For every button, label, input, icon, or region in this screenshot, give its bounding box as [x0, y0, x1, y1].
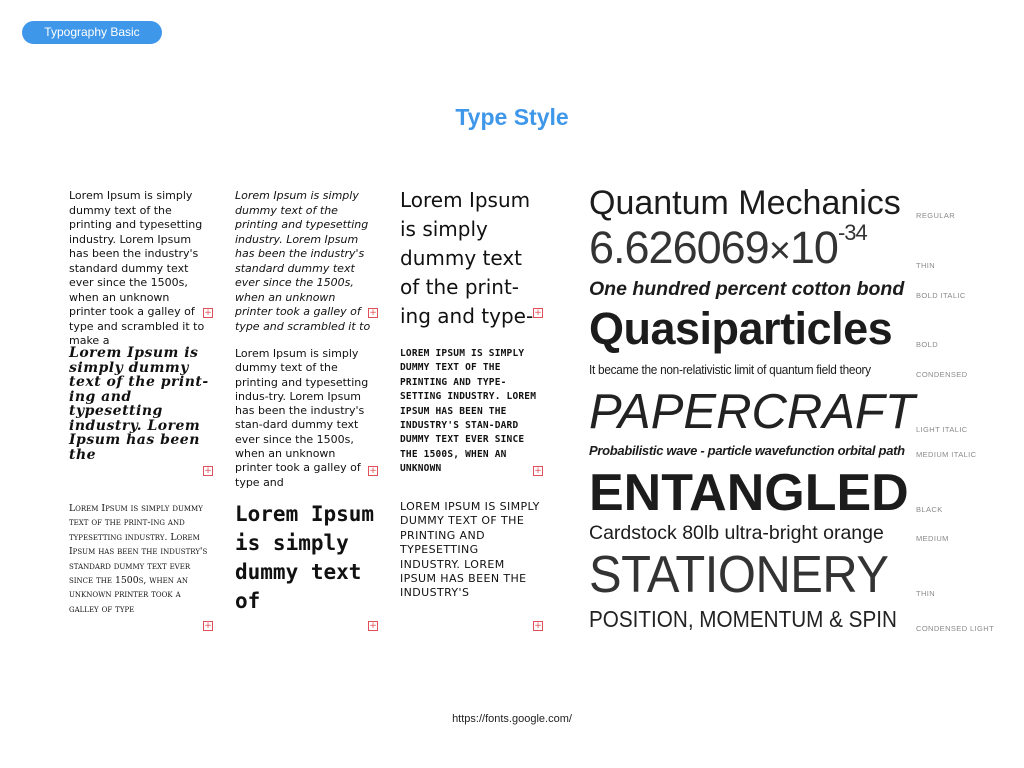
- source-url[interactable]: https://fonts.google.com/: [452, 713, 572, 725]
- planck-mantissa: 6.626069: [589, 222, 769, 273]
- specimen-thin: STATIONERY: [589, 546, 889, 604]
- sample-text-display-black-italic: Lorem Ipsum is simply dummy text of the print-ing and typesetting industry. Lorem Ipsum has been the: [69, 345, 209, 463]
- weight-label-condensed: CONDENSED: [916, 370, 968, 379]
- plus-box-icon[interactable]: +: [369, 308, 377, 318]
- weight-label-bold-italic: BOLD ITALIC: [916, 291, 966, 300]
- specimen-condensed: It became the non-relativistic limit of quantum field theory: [589, 363, 871, 377]
- weight-label-thin-2: THIN: [916, 589, 936, 598]
- specimen-medium: Cardstock 80lb ultra-bright orange: [589, 522, 884, 544]
- sample-text-sans-large: Lorem Ipsum is simply dummy text of the print-ing and type-: [400, 188, 534, 328]
- plus-box-icon[interactable]: +: [534, 308, 542, 318]
- weight-label-medium: MEDIUM: [916, 534, 949, 543]
- times-symbol: ×: [768, 230, 790, 272]
- page-title: Type Style: [455, 104, 569, 130]
- weight-label-black: BLACK: [916, 505, 943, 514]
- plus-box-icon[interactable]: +: [369, 466, 377, 476]
- sample-text-sans-hyphenated: Lorem Ipsum is simply dummy text of the printing and typesetting indus-try. Lorem Ipsum has been the industry's stan-dard dummy text ever since the 1500s, when an unknown printer took a galley of type and: [235, 347, 369, 489]
- plus-box-icon[interactable]: +: [204, 621, 212, 631]
- sample-text-wide-caps: LOREM IPSUM IS SIMPLY DUMMY TEXT OF THE PRINTING AND TYPESETTING INDUSTRY. LOREM IPSUM HAS BEEN THE INDUSTRY'S: [400, 500, 540, 600]
- plus-box-icon[interactable]: +: [369, 621, 377, 631]
- weight-label-regular: REGULAR: [916, 211, 956, 220]
- weight-label-bold: BOLD: [916, 340, 939, 349]
- weight-label-light-italic: LIGHT ITALIC: [916, 425, 968, 434]
- specimen-thin-number: [589, 222, 867, 274]
- sample-text-mono-bold-large: Lorem Ipsum is simply dummy text of: [235, 502, 375, 613]
- specimen-light-italic: PAPERCRAFT: [589, 385, 915, 439]
- plus-box-icon[interactable]: +: [204, 466, 212, 476]
- planck-exponent: -34: [837, 220, 867, 245]
- planck-base: 10: [789, 222, 838, 273]
- sample-text-sans-italic: Lorem Ipsum is simply dummy text of the printing and typesetting industry. Lorem Ipsum has been the industry's standard dummy text ever since the 1500s, when an unknown printer took a galley of type and scrambled it to: [235, 189, 371, 333]
- specimen-bold: Quasiparticles: [589, 303, 893, 354]
- specimen-regular: Quantum Mechanics: [589, 184, 901, 222]
- sample-text-sans-regular: Lorem Ipsum is simply dummy text of the printing and typesetting industry. Lorem Ipsum has been the industry's standard dummy text ever since the 1500s, when an unknown printer took a galley of type and scrambled it to make a: [69, 189, 205, 347]
- sample-text-outline-caps: LOREM IPSUM IS SIMPLY DUMMY TEXT OF THE PRINTING AND TYPE-SETTING INDUSTRY. LOREM IPSUM HAS BEEN THE INDUSTRY'S STAN-DARD DUMMY TEXT EVER SINCE THE 1500S, WHEN AN UNKNOWN: [400, 348, 537, 475]
- specimen-black: ENTANGLED: [589, 464, 909, 522]
- plus-box-icon[interactable]: +: [534, 621, 542, 631]
- typography-basic-badge: Typography Basic: [22, 21, 162, 44]
- weight-label-medium-italic: MEDIUM ITALIC: [916, 450, 977, 459]
- specimen-bold-italic: One hundred percent cotton bond: [589, 278, 905, 300]
- specimen-medium-italic: Probabilistic wave - particle wavefunction orbital path: [589, 443, 905, 458]
- weight-label-thin: THIN: [916, 261, 936, 270]
- plus-box-icon[interactable]: +: [204, 308, 212, 318]
- plus-box-icon[interactable]: +: [534, 466, 542, 476]
- specimen-condensed-light: POSITION, MOMENTUM & SPIN: [589, 606, 897, 632]
- sample-text-serif-small-caps: Lorem Ipsum is simply dummy text of the print-ing and typesetting industry. Lorem Ipsum has been the industry's standard dummy text ever since the 1500s, when an unknown printer took a galley of type: [69, 503, 208, 615]
- weight-label-condensed-light: CONDENSED LIGHT: [916, 624, 995, 633]
